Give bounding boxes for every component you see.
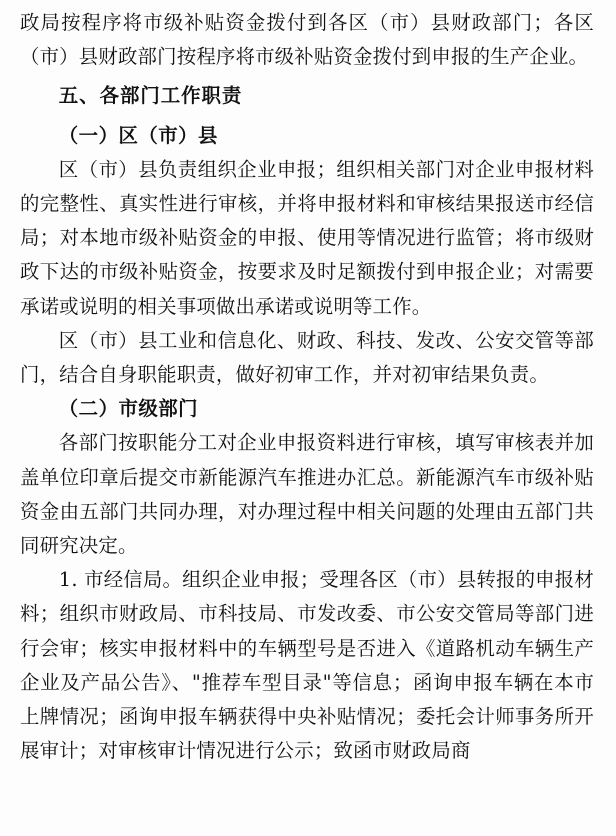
paragraph-district-departments: 区（市）县工业和信息化、财政、科技、发改、公安交管等部门，结合自身职能职责，做好初审工作，并对初审结果负责。 (20, 328, 594, 387)
paragraph-item-1-jingxinju: 1. 市经信局。组织企业申报；受理各区（市）县转报的申报材料；组织市财政局、市科技局、市发改委、市公安交管局等部门进行会审；核实申报材料中的车辆型号是否进入《道路机动车辆生产企业及产品公告》、"推荐车型目录"等信息；函询申报车辆在本市上牌情况；函询申报车辆获得中央补贴情况；委托会计师事务所开展审计；对审核审计情况进行公示；致函市财政局商 (20, 568, 594, 763)
subheading-municipal: （二）市级部门 (58, 397, 199, 421)
paragraph-municipal-duties: 各部门按职能分工对企业申报资料进行审核，填写审核表并加盖单位印章后提交市新能源汽车推进办汇总。新能源汽车市级补贴资金由五部门共同办理，对办理过程中相关问题的处理由五部门共同研究决定。 (20, 431, 594, 558)
heading-section-five: 五、各部门工作职责 (58, 84, 243, 108)
paragraph-funding-flow: 政局按程序将市级补贴资金拨付到各区（市）县财政部门；各区（市）县财政部门按程序将市级补贴资金拨付到申报的生产企业。 (20, 11, 594, 69)
paragraph-district-duties: 区（市）县负责组织企业申报；组织相关部门对企业申报材料的完整性、真实性进行审核，并将申报材料和审核结果报送市经信局；对本地市级补贴资金的申报、使用等情况进行监管；将市级财政下达的市级补贴资金，按要求及时足额拨付到申报企业；对需要承诺或说明的相关事项做出承诺或说明等工作。 (20, 157, 594, 318)
subheading-district: （一）区（市）县 (58, 123, 218, 147)
